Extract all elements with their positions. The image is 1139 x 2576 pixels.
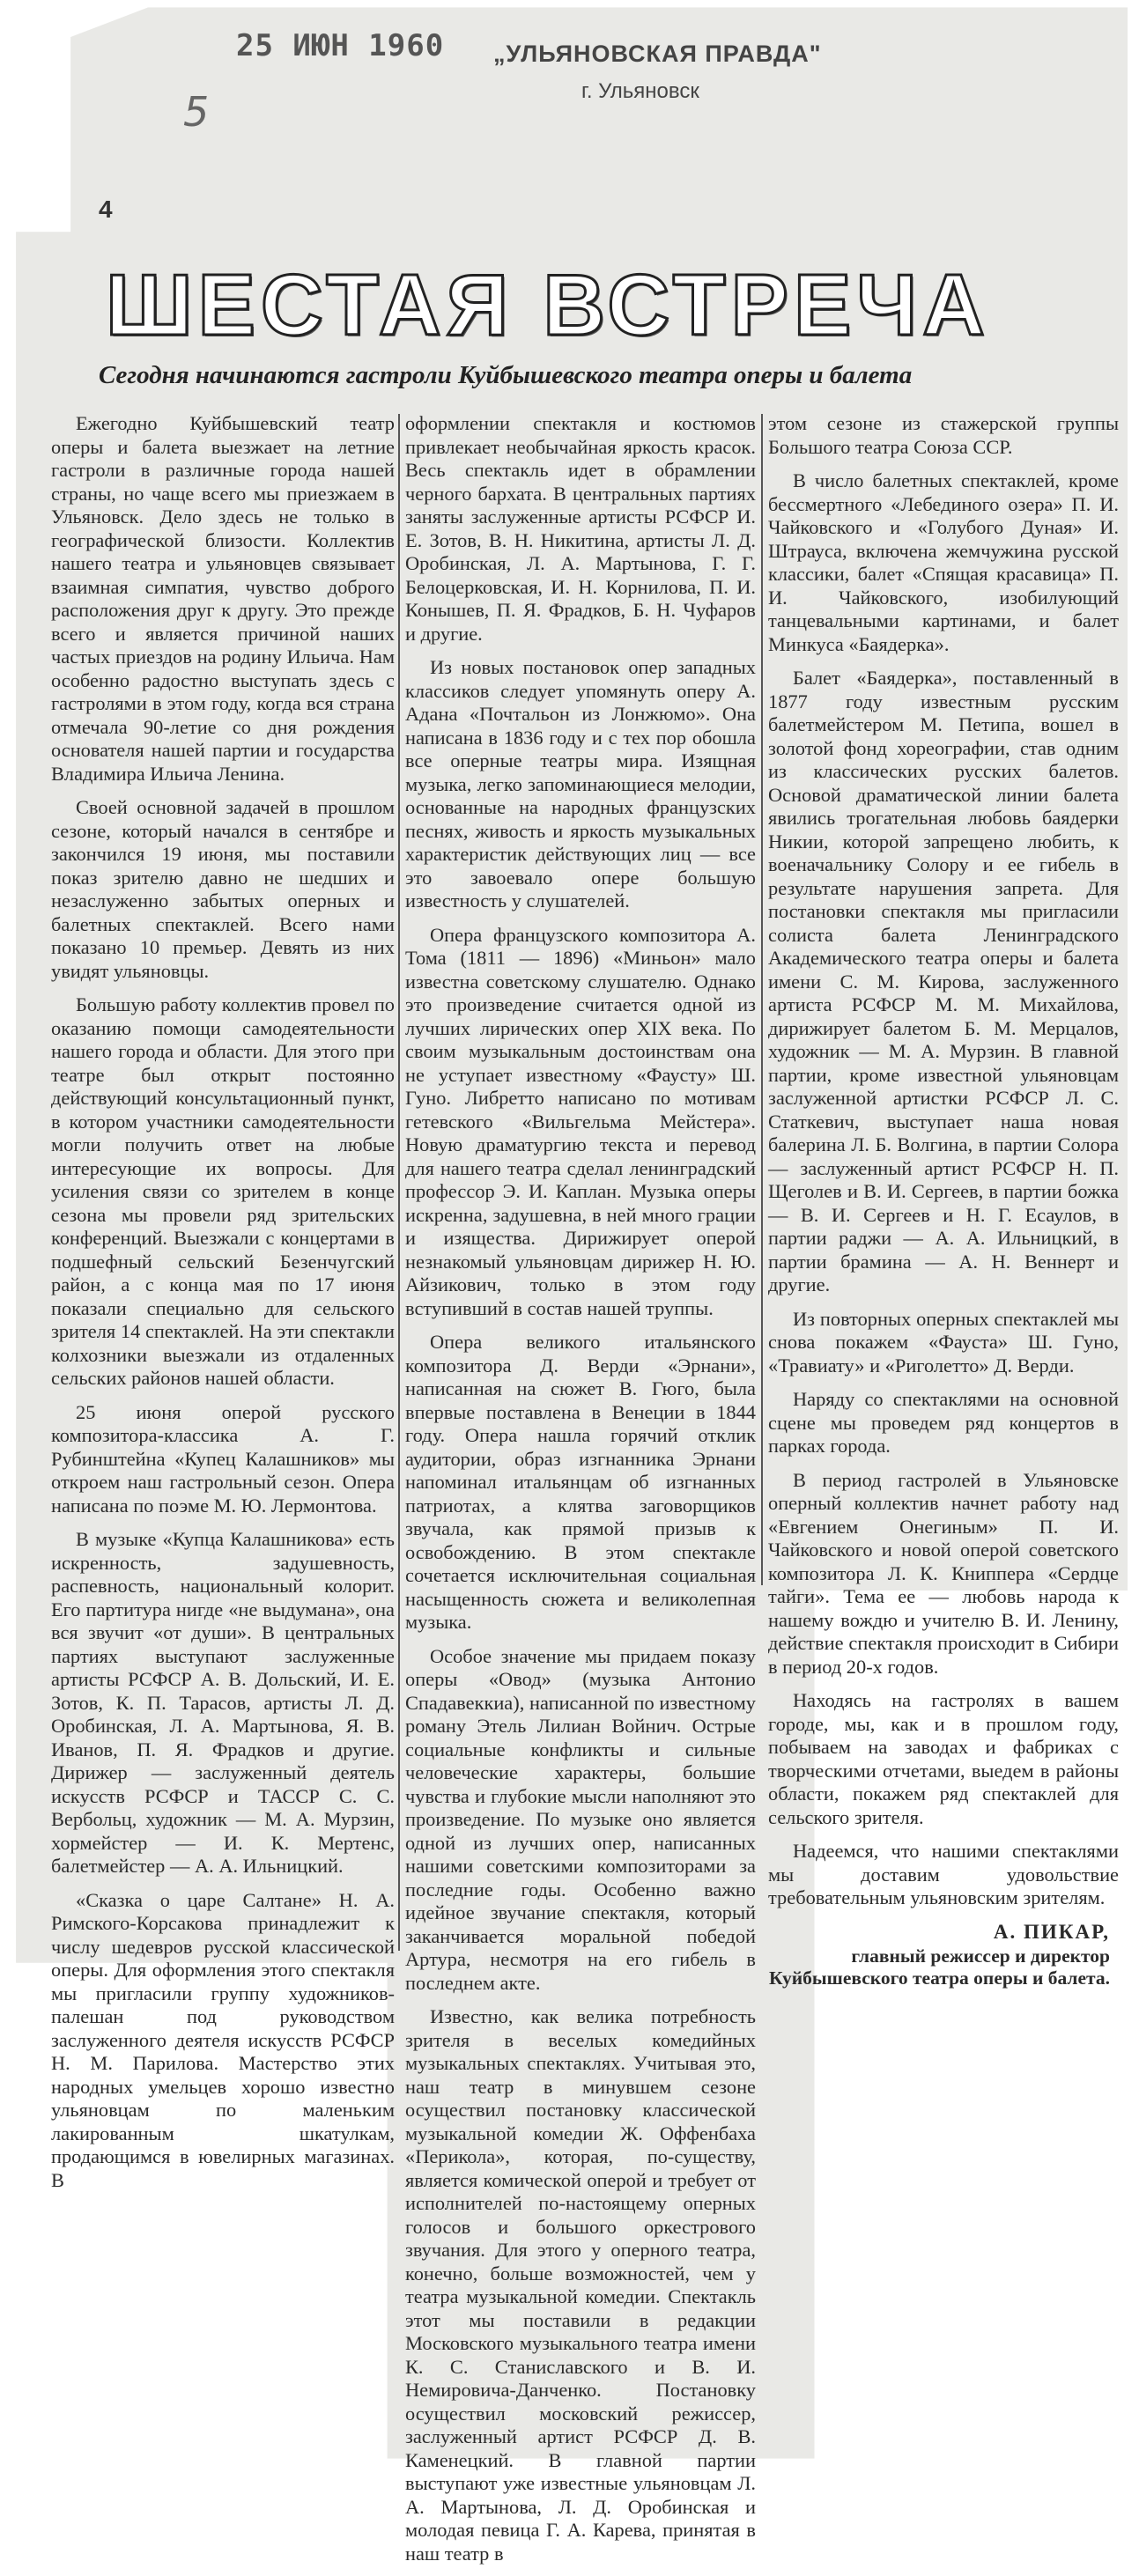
paragraph: Балет «Баядерка», поставленный в 1877 году известным русским балетмейстером М. Петипа, вошел в золотой фонд хореографии, став одним из классических русских балетов. Основой драматической линии балета явились трогательная любовь баядерки Никии, которой запрещено любить, к военачальнику Солору и ее гибель в результате нарушения запрета. Для постановки спектакля мы пригласили солиста балета Ленинградского Академического театра оперы и балета имени С. М. Кирова, заслуженного артиста РСФСР М. М. Михайлова, дирижирует балетом Б. М. Мерцалов, художник — М. А. Мурзин. В главной партии, кроме известной ульяновцам заслуженной артистки РСФСР Л. С. Статкевич, выступает наша новая балерина Л. Б. Волгина, в партии Солора — заслуженный артист РСФСР Н. П. Щеголев и В. И. Сергеев, в партии божка — В. И. Сергеев и Н. Г. Есаулов, в партии раджи — А. А. Ильницкий, в партии брамина — А. Н. Веннерт и другие.: [768, 667, 1119, 1295]
paragraph: Известно, как велика потребность зрителя в веселых комедийных музыкальных спектаклях. Учитывая это, наш театр в минувшем сезоне осуществил постановку классической музыкальной комедии Ж. Оффенбаха «Перикола», которая, по-существу, является комической оперой и требует от исполнителей по-настоящему оперных голосов и большого оркестрового звучания. Для этого у оперного театра, конечно, больше возможностей, чем у театра музыкальной комедии. Спектакль этот мы поставили в редакции Московского музыкального театра имени К. С. Станиславского и В. И. Немировича-Данченко. Постановку осуществил московский режиссер, заслуженный артист РСФСР Д. В. Каменецкий. В главной партии выступают уже известные ульяновцам Л. А. Мартынова, Л. Д. Оробинская и молодая певица Г. А. Карева, принятая в наш театр в: [405, 2005, 756, 2565]
article-subtitle: Сегодня начинаются гастроли Куйбышевского театра оперы и балета: [99, 361, 913, 389]
article-title: ШЕСТАЯ ВСТРЕЧА: [106, 256, 990, 353]
column-rule-1: [398, 414, 400, 1951]
paragraph: «Сказка о царе Салтане» Н. А. Римского-Корсакова принадлежит к числу шедевров русской классической оперы. Для оформления этого спектакля мы пригласили группу художников-палешан под руководством заслуженного деятеля искусств РСФСР Н. М. Парилова. Мастерство этих народных умельцев хорошо известно ульяновцам по маленьким лакированным шкатулкам, продающимся в ювелирных магазинах. В: [51, 1888, 395, 2191]
newspaper-name: „УЛЬЯНОВСКАЯ ПРАВДА": [493, 41, 822, 67]
author-role: главный режиссер и директор Куйбышевского театра оперы и балета.: [768, 1945, 1110, 1989]
article-column-1: [51, 412, 395, 2203]
paragraph: Большую работу коллектив провел по оказанию помощи самодеятельности нашего города и области. Для этого при театре был открыт постоянно действующий консультационный пункт, в котором участники самодеятельности могли получить ответ на любые интересующие их вопросы. Для усиления связи со зрителем в конце сезона мы провели ряд зрительских конференций. Выезжали с концертами в подшефный сельский Безенчугский район, а с конца мая по 17 июня показали специально для сельского зрителя 14 спектаклей. На эти спектакли колхозники выезжали из отдаленных сельских районов нашей области.: [51, 993, 395, 1389]
page-number: 4: [99, 196, 113, 223]
paragraph: оформлении спектакля и костюмов привлекает необычайная яркость красок. Весь спектакль идет в обрамлении черного бархата. В центральных партиях заняты заслуженные артисты РСФСР И. Е. Зотов, В. Н. Никитина, артисты Л. Д. Оробинская, Л. А. Мартынова, Г. Г. Белоцерковская, И. Н. Корнилова, П. И. Конышев, П. Я. Фрадков, Б. Н. Чуфаров и другие.: [405, 412, 756, 645]
paragraph: Своей основной задачей в прошлом сезоне, который начался в сентябре и закончился 19 июня, мы поставили показ зрителю давно не шедших и незаслуженно забытых оперных и балетных спектаклей. Всего нами показано 10 премьер. Девять из них увидят ульяновцы.: [51, 796, 395, 982]
paragraph: В музыке «Купца Калашникова» есть искренность, задушевность, распевность, национальный колорит. Его партитура нигде «не выдумана», она вся звучит «от души». В центральных партиях выступают заслуженные артисты РСФСР А. В. Дольский, И. Е. Зотов, К. П. Тарасов, артисты Л. Д. Оробинская, Л. А. Мартынова, Я. В. Иванов, П. Я. Фрадков и другие. Дирижер — заслуженный деятель искусств РСФСР и ТАССР С. С. Вербольц, художник — М. А. Мурзин, хормейстер — И. К. Мертенс, балетмейстер — А. А. Ильницкий.: [51, 1528, 395, 1877]
paragraph: Особое значение мы придаем показу оперы «Овод» (музыка Антонио Спадавеккиа), написанной по известному роману Этель Лилиан Войнич. Острые социальные конфликты и сильные человеческие характеры, большие чувства и глубокие мысли наполняют это произведение. По музыке оно является одной из лучших опер, написанных нашими советскими композиторами за последние годы. Особенно важно идейное звучание спектакля, который заканчивается моральной победой Артура, несмотря на его гибель в последнем акте.: [405, 1644, 756, 1994]
date-stamp: 25 ИЮН 1960: [236, 28, 445, 63]
paragraph: 25 июня оперой русского композитора-классика А. Г. Рубинштейна «Купец Калашников» мы откроем наш гастрольный сезон. Опера написана по поэме М. Ю. Лермонтова.: [51, 1400, 395, 1517]
paragraph: В период гастролей в Ульяновске оперный коллектив начнет работу над «Евгением Онегиным» П. И. Чайковского и новой оперой советского композитора Л. К. Книппера «Сердце тайги». Тема ее — любовь народа к нашему вождю и учителю В. И. Ленину, действие спектакля происходит в Сибири в период 20-х годов.: [768, 1468, 1119, 1678]
column-rule-2: [761, 414, 763, 1585]
article-column-3: [768, 412, 1119, 1989]
handwritten-number: 5: [183, 88, 210, 136]
paragraph: Находясь на гастролях в вашем городе, мы, как и в прошлом году, побываем на заводах и фабриках с творческими отчетами, выедем в районы области, покажем ряд спектаклей для сельского зрителя.: [768, 1689, 1119, 1828]
paragraph: Ежегодно Куйбышевский театр оперы и балета выезжает на летние гастроли в различные города нашей страны, но чаще всего мы приезжаем в Ульяновск. Дело здесь не только в географической близости. Коллектив нашего театра и ульяновцев связывает взаимная симпатия, чувство доброго расположения друг к другу. Это прежде всего и является причиной наших частых приездов на родину Ильича. Нам особенно радостно выступать здесь с гастролями в этом году, когда вся страна отмечала 90-летие со дня рождения основателя нашей партии и государства Владимира Ильича Ленина.: [51, 412, 395, 785]
paragraph: этом сезоне из стажерской группы Большого театра Союза ССР.: [768, 412, 1119, 458]
paragraph: Наряду со спектаклями на основной сцене мы проведем ряд концертов в парках города.: [768, 1388, 1119, 1457]
paragraph: В число балетных спектаклей, кроме бессмертного «Лебединого озера» П. И. Чайковского и «Голубого Дуная» И. Штрауса, включена жемчужина русской классики, балет «Спящая красавица» П. И. Чайковского, изобилующий танцевальными картинами, и балет Минкуса «Баядерка».: [768, 469, 1119, 655]
paragraph: Опера великого итальянского композитора Д. Верди «Эрнани», написанная на сюжет В. Гюго, была впервые поставлена в Венеции в 1844 году. Опера нашла горячий отклик аудитории, образ изгнанника Эрнани напоминал итальянцам об изгнанных патриотах, а клятва заговорщиков звучала, как прямой призыв к освобождению. В этом спектакле сочетается исключительная социальная насыщенность сюжета и великолепная музыка.: [405, 1331, 756, 1633]
paragraph: Из новых постановок опер западных классиков следует упомянуть оперу А. Адана «Почтальон из Лонжюмо». Она написана в 1836 году и с тех пор обошла все оперные театры мира. Изящная музыка, легко запоминающиеся мелодии, основанные на народных французских песнях, живость и яркость музыкальных характеристик действующих лиц — все это завоевало опере большую известность у слушателей.: [405, 656, 756, 912]
article-column-2: [405, 412, 756, 2576]
paragraph: Надеемся, что нашими спектаклями мы доставим удовольствие требовательным ульяновским зрителям.: [768, 1840, 1119, 1908]
newspaper-city: г. Ульяновск: [581, 79, 699, 103]
paragraph: Из повторных оперных спектаклей мы снова покажем «Фауста» Ш. Гуно, «Травиату» и «Риголетто» Д. Верди.: [768, 1307, 1119, 1377]
author-name: А. ПИКАР,: [993, 1920, 1110, 1943]
paragraph: Опера французского композитора А. Тома (1811 — 1896) «Миньон» мало известна советскому слушателю. Однако это произведение считается одной из лучших лирических опер XIX века. По своим музыкальным достоинствам она не уступает известному «Фаусту» Ш. Гуно. Либретто написано по мотивам гетевского «Вильгельма Мейстера». Новую драматургию текста и перевод для нашего театра сделал ленинградский профессор Э. И. Каплан. Музыка оперы искренна, задушевна, в ней много грации и изящества. Дирижирует оперой незнакомый ульяновцам дирижер Н. Ю. Айзикович, только в этом году вступивший в состав нашей труппы.: [405, 923, 756, 1319]
